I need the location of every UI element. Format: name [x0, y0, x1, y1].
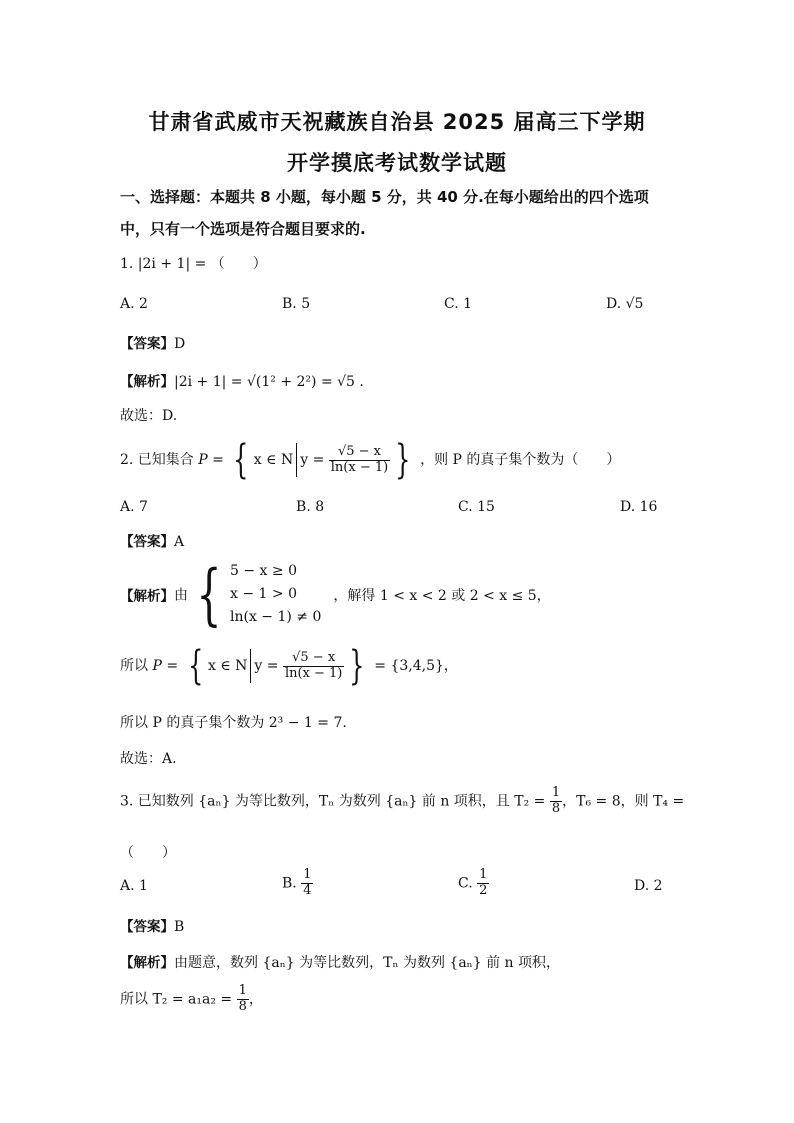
case-3: ln(x − 1) ≠ 0 [230, 609, 322, 625]
analysis-label: 【解析】 [120, 955, 174, 971]
q1-option-b: B. 5 [282, 296, 311, 312]
q2-fraction [329, 445, 390, 476]
q2-so-frac-den: ln(x − 1) [284, 665, 343, 681]
frac-num: 1 [303, 867, 312, 882]
q1-option-d: D. √5 [606, 296, 644, 312]
section-heading-line1: 一、选择题：本题共 8 小题，每小题 5 分，共 40 分.在每小题给出的四个选项 [120, 188, 649, 206]
q1-analysis: |2i + 1| = √(1² + 2²) = √5 . [174, 374, 364, 390]
q1-answer-row [120, 332, 185, 352]
q2-option-b: B. 8 [296, 499, 325, 515]
q1-analysis-row [120, 370, 364, 390]
q2-stem [120, 437, 621, 483]
q2-analysis-prefix: 由 [174, 587, 188, 604]
q3-analysis-row [120, 951, 560, 972]
q2-option-d: D. 16 [620, 499, 658, 515]
q1-option-a: A. 2 [120, 296, 148, 312]
q3-so-num: 1 [238, 983, 247, 998]
left-brace: { [187, 643, 203, 689]
section-heading-line2: 中，只有一个选项是符合题目要求的. [120, 220, 366, 238]
exam-title-line2: 开学摸底考试数学试题 [287, 151, 507, 175]
case-2: x − 1 > 0 [230, 586, 297, 602]
q3-so-row [120, 984, 263, 1024]
q1-answer: D [174, 336, 186, 352]
q3-stem-paren: （ ） [120, 845, 176, 861]
q2-set-lhs: P = [198, 452, 224, 468]
q2-so-lhs: P = [152, 658, 179, 674]
q3-analysis: 由题意，数列 {aₙ} 为等比数列，Tₙ 为数列 {aₙ} 前 n 项积， [174, 955, 560, 971]
frac-den: 4 [303, 882, 312, 898]
q3-so-prefix: 所以 T₂ = a₁a₂ = [120, 991, 233, 1008]
q2-count-line: 所以 P 的真子集个数为 2³ − 1 = 7. [120, 715, 347, 731]
case-1: 5 − x ≥ 0 [230, 563, 297, 579]
q3-option-c [458, 868, 489, 899]
q3-option-c-label: C. [458, 875, 473, 892]
q2-so-cond: x ∈ N [207, 658, 248, 674]
q2-so-prefix: 所以 [120, 658, 148, 674]
q1-stem: 1. |2i + 1| = （ ） [120, 256, 267, 272]
q3-stem-part2: ，T₆ = 8，则 T₄ = [562, 793, 685, 810]
q2-analysis-suffix: ，解得 1 < x < 2 或 2 < x ≤ 5， [333, 587, 551, 604]
q3-stem-part1: 3. 已知数列 {aₙ} 为等比数列，Tₙ 为数列 {aₙ} 前 n 项积，且 T₂ = [120, 793, 546, 810]
q2-option-c: C. 15 [458, 499, 495, 515]
answer-label: 【答案】 [120, 919, 174, 935]
q2-set-y: y = [300, 452, 325, 468]
right-brace: } [395, 437, 411, 483]
q3-option-b-fraction [301, 868, 313, 899]
q3-so-suffix: ， [248, 991, 263, 1008]
answer-label: 【答案】 [120, 534, 174, 550]
q2-so-fraction [283, 651, 344, 682]
q2-set-cond: x ∈ N [253, 452, 294, 468]
q2-so-result: = {3,4,5}， [374, 658, 458, 674]
q2-stem-suffix: ，则 P 的真子集个数为（ ） [420, 452, 621, 468]
q1-option-c: C. 1 [444, 296, 473, 312]
q2-frac-den: ln(x − 1) [330, 459, 389, 475]
q2-so-row [120, 643, 458, 689]
q2-cases [230, 560, 321, 629]
q2-option-a: A. 7 [120, 499, 148, 515]
q2-conclusion: 故选：A. [120, 751, 177, 767]
q3-so-fraction [237, 984, 249, 1015]
q2-analysis-row [120, 555, 551, 633]
answer-label: 【答案】 [120, 336, 174, 352]
set-divider [296, 443, 297, 477]
q3-option-b [282, 868, 313, 899]
q3-t2-den: 8 [551, 800, 561, 816]
q3-option-d: D. 2 [634, 878, 663, 894]
analysis-label: 【解析】 [120, 588, 174, 605]
q3-option-c-fraction [477, 868, 489, 899]
q2-so-y: y = [254, 658, 279, 674]
q2-stem-prefix: 2. 已知集合 [120, 452, 194, 468]
frac-den: 2 [479, 882, 488, 898]
set-divider [250, 649, 251, 683]
q2-answer: A [174, 534, 185, 550]
q2-so-frac-num: √5 − x [283, 651, 344, 667]
cases-brace: { [196, 555, 222, 633]
q2-frac-num: √5 − x [329, 445, 390, 461]
q1-conclusion: 故选：D. [120, 408, 178, 424]
q3-stem [120, 786, 684, 826]
frac-num: 1 [479, 867, 488, 882]
exam-title-line1: 甘肃省武威市天祝藏族自治县 2025 届高三下学期 [148, 110, 646, 134]
q3-t2-num: 1 [551, 785, 561, 800]
q3-option-b-label: B. [282, 875, 297, 892]
analysis-label: 【解析】 [120, 374, 174, 390]
left-brace: { [233, 437, 249, 483]
q3-answer: B [174, 919, 185, 935]
q2-answer-row [120, 530, 184, 550]
q3-so-den: 8 [238, 998, 247, 1014]
q3-option-a: A. 1 [120, 878, 148, 894]
q3-t2-fraction [550, 786, 562, 817]
q3-answer-row [120, 915, 184, 935]
right-brace: } [349, 643, 365, 689]
